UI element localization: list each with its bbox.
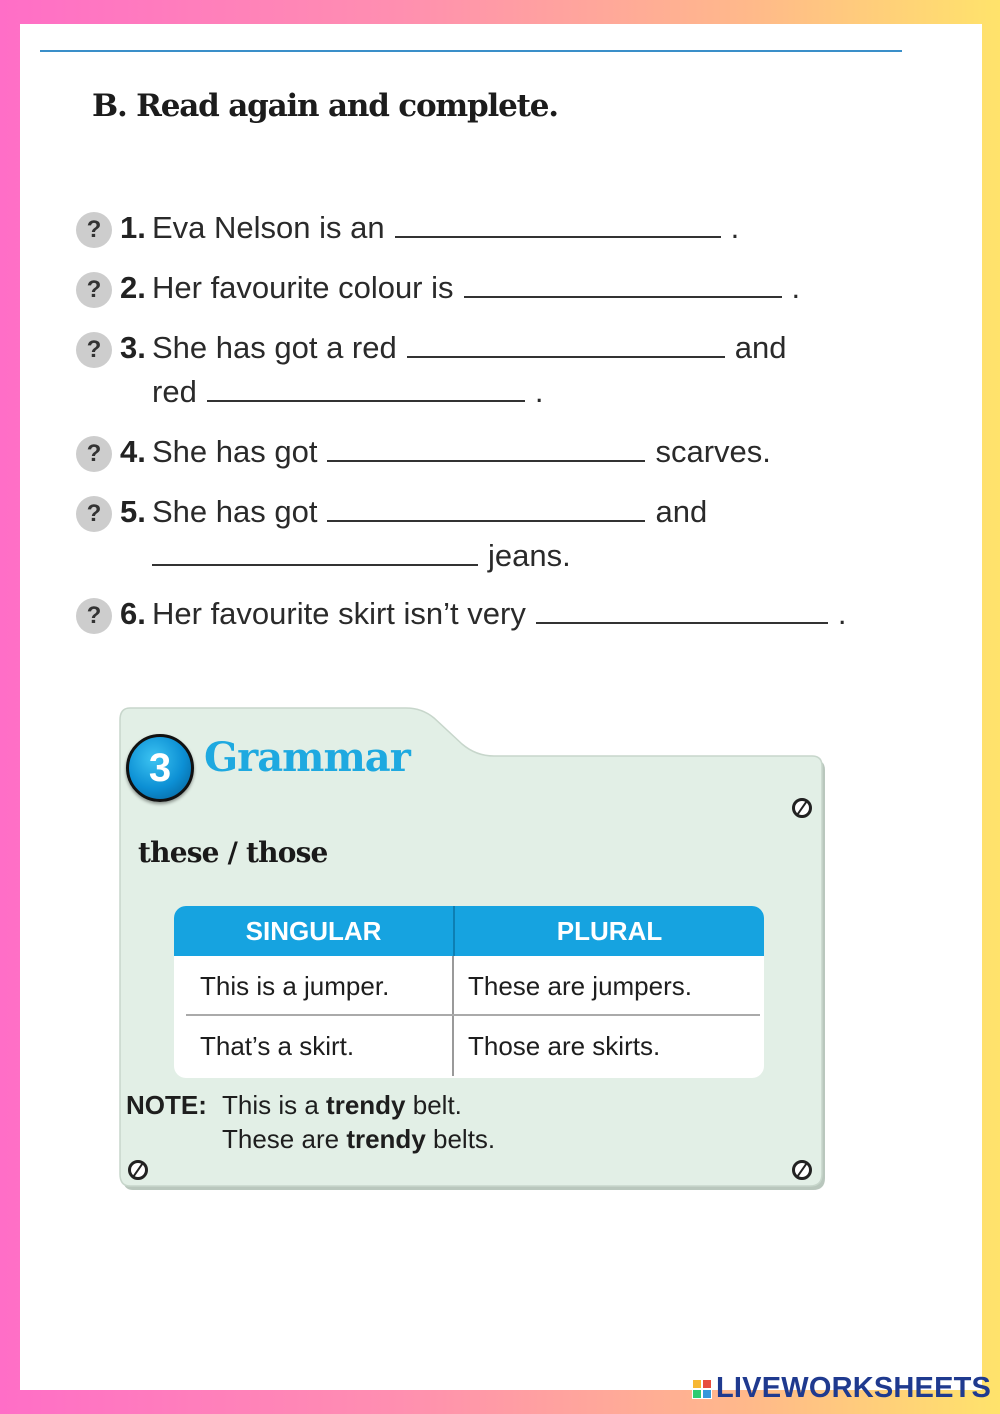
note-text: belt. xyxy=(412,1090,462,1120)
question-text: scarves. xyxy=(655,434,771,469)
answer-blank[interactable] xyxy=(395,210,721,238)
answer-blank[interactable] xyxy=(327,494,645,522)
worksheet-page xyxy=(20,24,982,1390)
question-text: She has got xyxy=(152,494,318,529)
question-text: . xyxy=(730,210,740,245)
logo-text: LIVEWORKSHEETS xyxy=(716,1372,992,1404)
screw-icon xyxy=(792,1160,812,1180)
section-title: B. Read again and complete. xyxy=(92,88,558,124)
question-text: Her favourite skirt isn’t very xyxy=(152,596,526,631)
note-label: NOTE: xyxy=(126,1090,207,1120)
hint-button[interactable]: ? xyxy=(76,496,112,532)
hint-button[interactable]: ? xyxy=(76,332,112,368)
table-row xyxy=(174,956,764,1016)
question-text: jeans. xyxy=(488,538,571,573)
question-number: 4. xyxy=(120,434,146,469)
question-number: 2. xyxy=(120,270,146,305)
question-2 xyxy=(76,270,926,310)
question-number: 5. xyxy=(120,494,146,529)
question-number: 3. xyxy=(120,330,146,365)
screw-icon xyxy=(128,1160,148,1180)
question-6 xyxy=(76,596,926,636)
note-text: These are xyxy=(222,1124,340,1154)
table-cell: That’s a skirt. xyxy=(174,1016,454,1076)
screw-icon xyxy=(792,798,812,818)
question-1 xyxy=(76,210,926,250)
grammar-note xyxy=(126,1088,495,1156)
table-cell: These are jumpers. xyxy=(468,970,692,1001)
hint-button[interactable]: ? xyxy=(76,598,112,634)
question-text: She has got xyxy=(152,434,318,469)
question-text: . xyxy=(534,374,544,409)
grammar-table xyxy=(174,906,764,1078)
question-number: 6. xyxy=(120,596,146,631)
grammar-title: Grammar xyxy=(204,734,410,781)
question-text: red xyxy=(152,374,197,409)
note-text: belts. xyxy=(433,1124,496,1154)
table-row xyxy=(174,1016,764,1076)
grammar-subtitle: these / those xyxy=(138,836,328,869)
answer-blank[interactable] xyxy=(407,330,725,358)
hint-button[interactable]: ? xyxy=(76,212,112,248)
question-5 xyxy=(76,494,926,578)
answer-blank[interactable] xyxy=(327,434,645,462)
hint-button[interactable]: ? xyxy=(76,436,112,472)
answer-blank[interactable] xyxy=(536,596,828,624)
question-text: and xyxy=(734,330,787,365)
question-number: 1. xyxy=(120,210,146,245)
hint-button[interactable]: ? xyxy=(76,272,112,308)
question-text: . xyxy=(837,596,847,631)
header-singular: SINGULAR xyxy=(174,906,455,956)
table-cell: Those are skirts. xyxy=(468,1030,661,1061)
note-bold: trendy xyxy=(346,1124,426,1154)
question-3 xyxy=(76,330,926,414)
table-header xyxy=(174,906,764,956)
top-divider xyxy=(40,50,902,52)
question-text: Eva Nelson is an xyxy=(152,210,385,245)
grammar-number-badge: 3 xyxy=(126,734,194,802)
answer-blank[interactable] xyxy=(464,270,782,298)
question-text: and xyxy=(655,494,708,529)
table-cell: This is a jumper. xyxy=(174,956,454,1016)
header-plural: PLURAL xyxy=(556,915,663,946)
answer-blank[interactable] xyxy=(207,374,525,402)
question-text: Her favourite colour is xyxy=(152,270,454,305)
question-text: . xyxy=(791,270,801,305)
question-4 xyxy=(76,434,926,474)
liveworksheets-logo[interactable] xyxy=(692,1372,991,1405)
note-text: This is a xyxy=(222,1090,319,1120)
note-bold: trendy xyxy=(326,1090,406,1120)
logo-icon xyxy=(692,1379,712,1399)
grammar-box xyxy=(116,704,828,1194)
question-text: She has got a red xyxy=(152,330,397,365)
answer-blank[interactable] xyxy=(152,538,478,566)
